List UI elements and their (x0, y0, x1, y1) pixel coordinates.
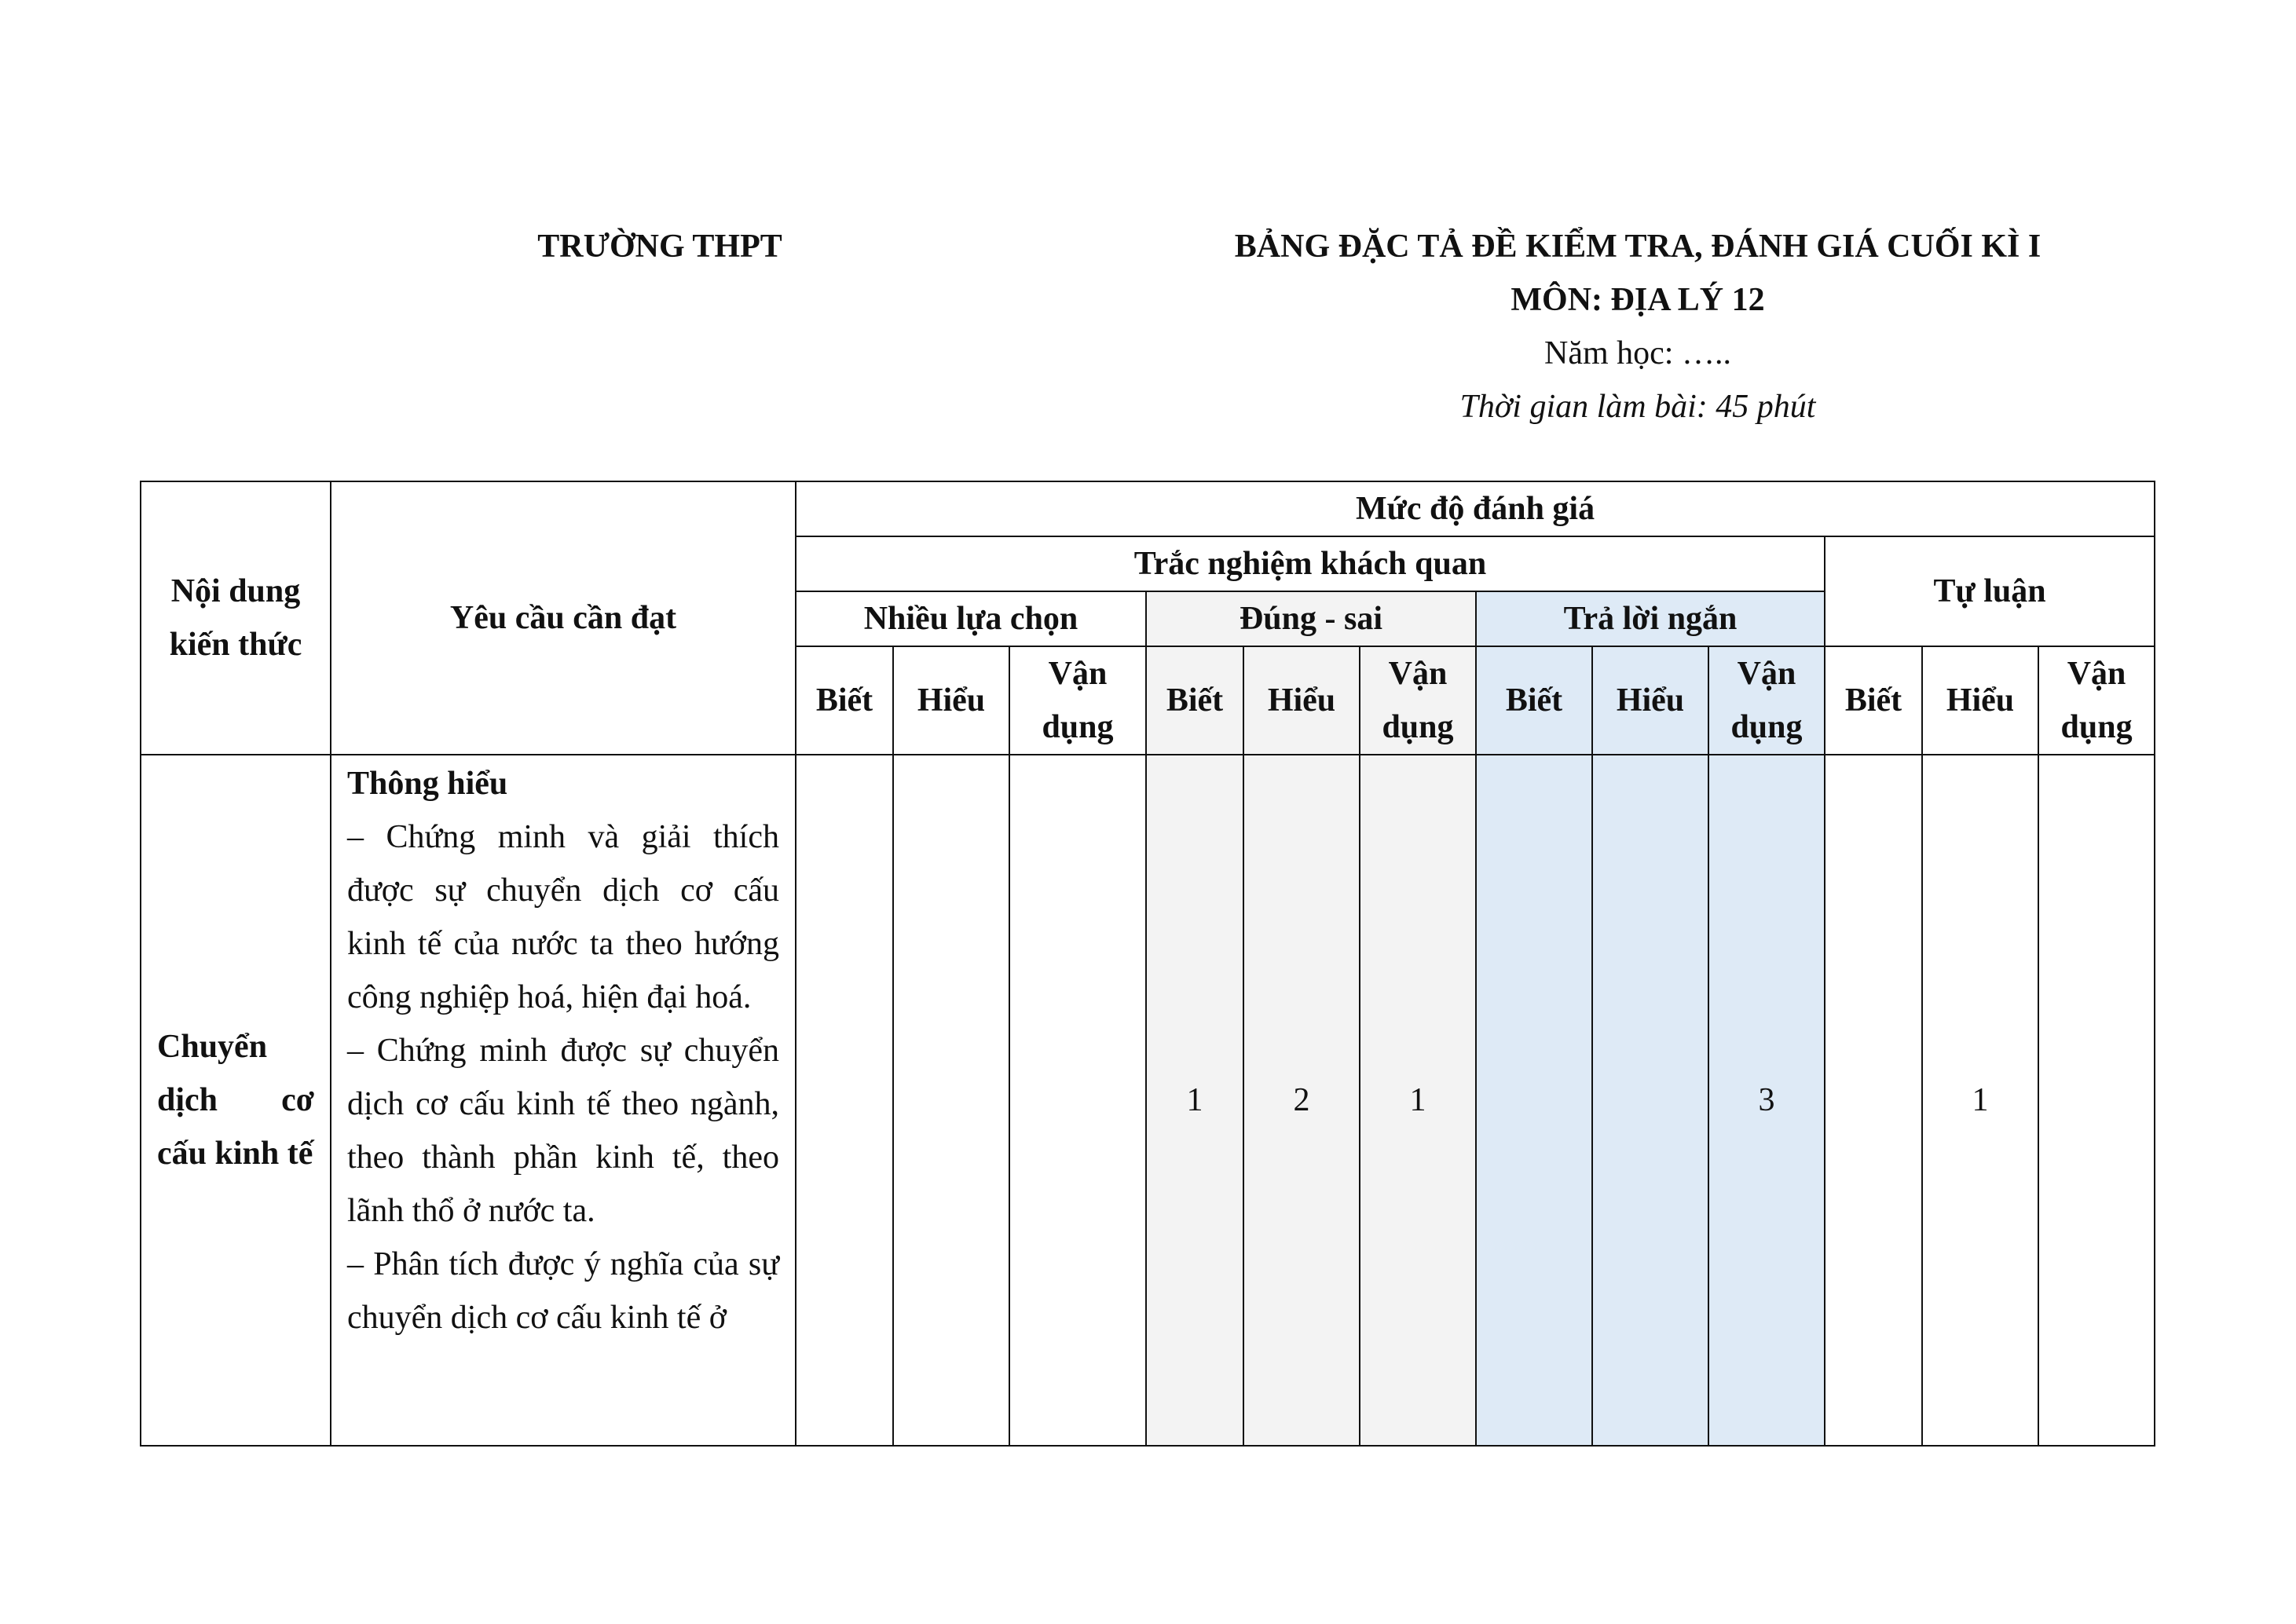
topic-cell: Chuyển dịch cơ cấu kinh tế (157, 1029, 314, 1172)
level-header: Hiểu (1922, 646, 2038, 755)
requirement-item: – Chứng minh được sự chuyển dịch cơ cấu kinh tế theo ngành, theo thành phần kinh tế, theo lãnh thổ ở nước ta. (347, 1033, 779, 1229)
duration: Thời gian làm bài: 45 phút (1459, 389, 1816, 425)
document-title: BẢNG ĐẶC TẢ ĐỀ KIỂM TRA, ĐÁNH GIÁ CUỐI KÌ I (1234, 229, 2041, 265)
count-cell (796, 755, 893, 1446)
school-year: Năm học: ….. (1544, 335, 1731, 371)
count-cell (1592, 755, 1708, 1446)
school-name: TRƯỜNG THPT (537, 229, 782, 265)
header-requirement: Yêu cầu cần đạt (331, 481, 796, 755)
count-cell (1476, 755, 1592, 1446)
level-header: Vận dụng (1009, 646, 1146, 755)
subject-line: MÔN: ĐỊA LÝ 12 (1511, 282, 1765, 318)
specification-table (140, 481, 2155, 1447)
count-cell (1825, 755, 1922, 1446)
level-header: Hiểu (1243, 646, 1360, 755)
count-cell (893, 755, 1009, 1446)
group-short-answer: Trả lời ngắn (1476, 591, 1825, 646)
count-cell: 1 (1146, 755, 1243, 1446)
count-cell (1009, 755, 1146, 1446)
count-cell: 1 (1360, 755, 1476, 1446)
group-multiple-choice: Nhiều lựa chọn (796, 591, 1146, 646)
header-objective: Trắc nghiệm khách quan (796, 536, 1825, 591)
level-header: Biết (1146, 646, 1243, 755)
group-true-false: Đúng - sai (1146, 591, 1476, 646)
requirement-item: – Chứng minh và giải thích được sự chuyển dịch cơ cấu kinh tế của nước ta theo hướng công nghiệp hoá, hiện đại hoá. (347, 819, 779, 1015)
level-header: Hiểu (893, 646, 1009, 755)
header-level: Mức độ đánh giá (796, 481, 2155, 536)
level-header: Biết (1476, 646, 1592, 755)
count-cell: 2 (1243, 755, 1360, 1446)
document-header (1139, 220, 2137, 433)
header-essay: Tự luận (1825, 536, 2155, 646)
count-cell (2038, 755, 2155, 1446)
level-header: Vận dụng (2038, 646, 2155, 755)
count-cell: 3 (1708, 755, 1825, 1446)
level-header: Biết (796, 646, 893, 755)
level-header: Biết (1825, 646, 1922, 755)
count-cell: 1 (1922, 755, 2038, 1446)
table-row (141, 755, 2155, 1446)
requirement-heading: Thông hiểu (347, 766, 508, 802)
level-header: Vận dụng (1360, 646, 1476, 755)
level-header: Hiểu (1592, 646, 1708, 755)
requirement-cell (331, 755, 796, 1446)
requirement-item: – Phân tích được ý nghĩa của sự chuyển dịch cơ cấu kinh tế ở (347, 1246, 779, 1336)
header-content: Nội dung kiến thức (141, 481, 331, 755)
level-header: Vận dụng (1708, 646, 1825, 755)
